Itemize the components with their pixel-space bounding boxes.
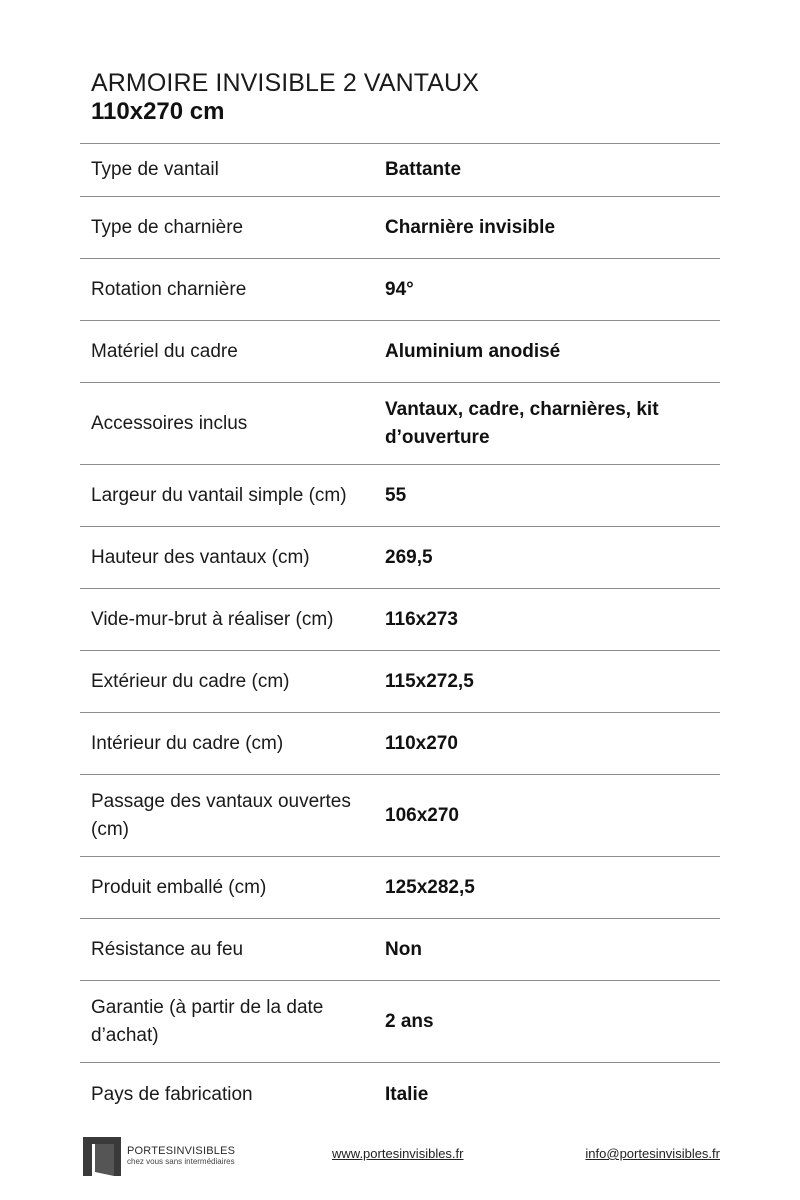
spec-label: Garantie (à partir de la date d’achat) [91,996,324,1046]
spec-row [80,144,720,197]
spec-label: Pays de fabrication [91,1084,253,1105]
spec-label: Intérieur du cadre (cm) [91,732,284,754]
spec-row [80,197,720,259]
spec-label: Extérieur du cadre (cm) [91,670,290,692]
spec-value: Vantaux, cadre, charnières, kit d’ouverture [385,398,659,448]
product-dimensions: 110x270 cm [91,98,225,125]
spec-row [80,651,720,713]
spec-value: 110x270 [385,732,458,754]
door-logo-icon [83,1136,121,1174]
spec-value: 116x273 [385,608,458,630]
email-link[interactable]: info@portesinvisibles.fr [585,1146,720,1161]
spec-label: Type de charnière [91,216,244,238]
brand-name-part2: INVISIBLES [173,1145,236,1157]
brand-tagline: chez vous sans intermédiaires [127,1157,235,1166]
spec-value: 115x272,5 [385,670,474,692]
spec-value: Battante [385,159,462,180]
spec-label: Produit emballé (cm) [91,876,267,898]
spec-label: Hauteur des vantaux (cm) [91,546,310,568]
spec-row [80,857,720,919]
spec-label: Largeur du vantail simple (cm) [91,484,347,506]
spec-row [80,981,720,1063]
spec-label: Résistance au feu [91,938,244,960]
spec-value: Aluminium anodisé [385,340,561,362]
page-header [91,68,731,126]
spec-label: Accessoires inclus [91,412,248,434]
spec-label: Passage des vantaux ouvertes (cm) [91,790,351,840]
spec-row [80,321,720,383]
spec-row [80,1063,720,1127]
spec-value: 106x270 [385,804,459,826]
spec-value: 55 [385,484,407,506]
spec-row [80,713,720,775]
spec-value: Italie [385,1084,429,1105]
spec-value: 2 ans [385,1010,434,1032]
spec-value: Charnière invisible [385,216,556,238]
spec-value: 269,5 [385,546,433,568]
spec-label: Type de vantail [91,159,219,180]
product-title: ARMOIRE INVISIBLE 2 VANTAUX [91,69,479,97]
specs-table [80,143,720,1127]
spec-row [80,775,720,857]
brand-wordmark [127,1145,235,1167]
spec-row [80,919,720,981]
spec-label: Matériel du cadre [91,340,238,362]
spec-label: Rotation charnière [91,278,247,300]
spec-value: Non [385,938,422,960]
website-link[interactable]: www.portesinvisibles.fr [332,1146,464,1161]
spec-value: 94° [385,278,414,300]
spec-row [80,465,720,527]
spec-row [80,259,720,321]
spec-label: Vide-mur-brut à réaliser (cm) [91,608,334,630]
spec-value: 125x282,5 [385,876,475,898]
spec-row [80,527,720,589]
spec-row [80,589,720,651]
page-footer [0,1130,800,1180]
brand-logo [83,1136,235,1174]
spec-row [80,383,720,465]
brand-name-part1: PORTES [127,1145,174,1157]
